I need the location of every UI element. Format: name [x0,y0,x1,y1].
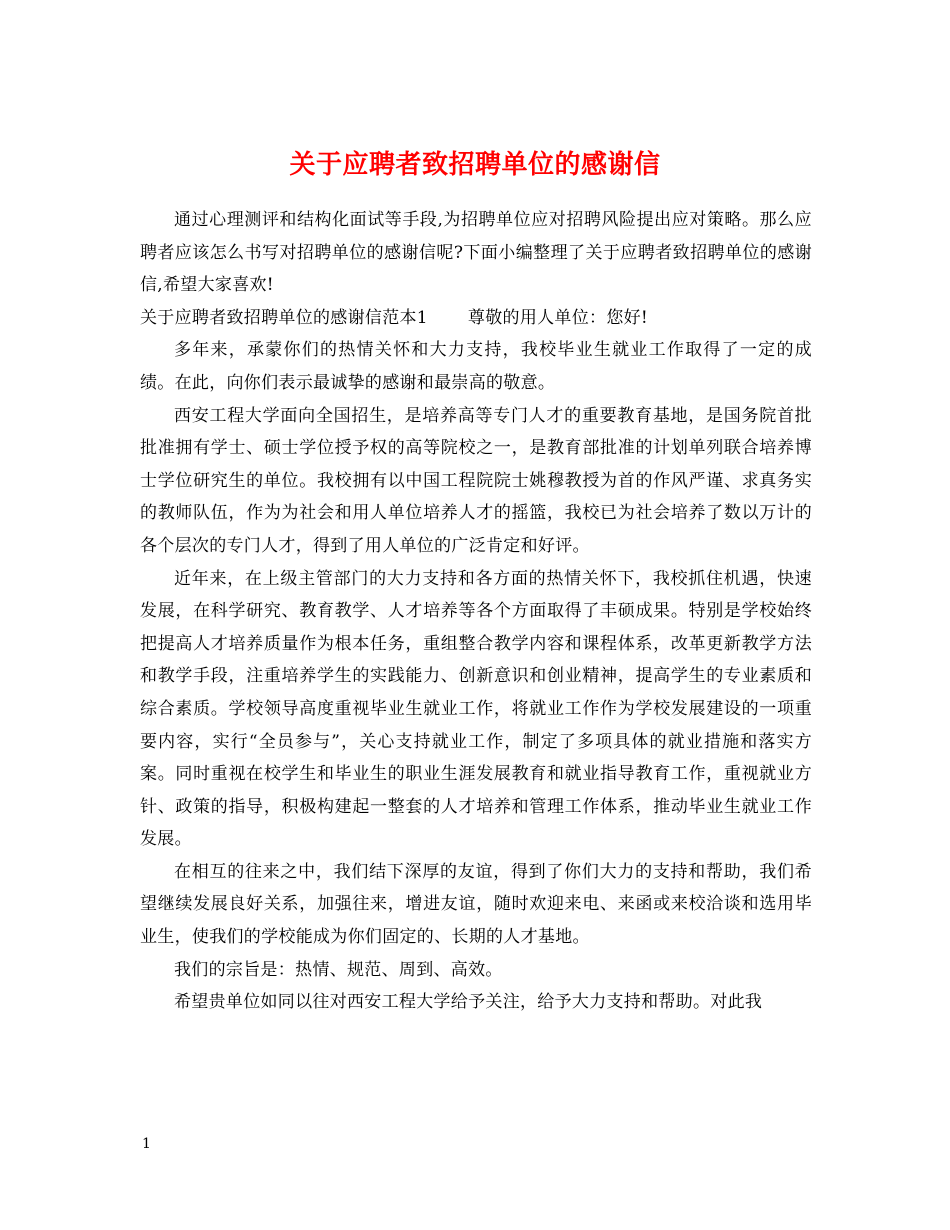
salutation: 尊敬的用人单位：您好! [467,307,649,328]
page-number: 1 [142,1136,151,1152]
body-paragraph: 我们的宗旨是：热情、规范、周到、高效。 [174,959,503,980]
body-paragraph: 多年来，承蒙你们的热情关怀和大力支持，我校毕业生就业工作取得了一定的成绩。在此，向你们表示最诚挚的感谢和最崇高的敬意。 [140,340,812,393]
sample-heading: 关于应聘者致招聘单位的感谢信范本1 [140,307,428,328]
intro-paragraph: 通过心理测评和结构化面试等手段,为招聘单位应对招聘风险提出应对策略。那么应聘者应该怎么书写对招聘单位的感谢信呢?下面小编整理了关于应聘者致招聘单位的感谢信,希望大家喜欢! [140,210,812,296]
body-paragraph: 希望贵单位如同以往对西安工程大学给予关注，给予大力支持和帮助。对此我 [174,992,763,1013]
document-title: 关于应聘者致招聘单位的感谢信 [289,150,661,181]
body-paragraph: 近年来，在上级主管部门的大力支持和各方面的热情关怀下，我校抓住机遇，快速发展，在科学研究、教育教学、人才培养等各个方面取得了丰硕成果。特别是学校始终把提高人才培养质量作为根本任务，重组整合教学内容和课程体系，改革更新教学方法和教学手段，注重培养学生的实践能力、创新意识和创业精神，提高学生的专业素质和综合素质。学校领导高度重视毕业生就业工作，将就业工作作为学校发展建设的一项重要内容，实行“全员参与”，关心支持就业工作，制定了多项具体的就业措施和落实方案。同时重视在校学生和毕业生的职业生涯发展教育和就业指导教育工作，重视就业方针、政策的指导，积极构建起一整套的人才培养和管理工作体系，推动毕业生就业工作发展。 [140,568,812,850]
document-body [140,204,812,1019]
body-paragraph: 在相互的往来之中，我们结下深厚的友谊，得到了你们大力的支持和帮助，我们希望继续发展良好关系，加强往来，增进友谊，随时欢迎来电、来函或来校洽谈和选用毕业生，使我们的学校能成为你们固定的、长期的人才基地。 [140,861,812,948]
sample-heading-line [140,302,812,335]
body-paragraph: 西安工程大学面向全国招生，是培养高等专门人才的重要教育基地，是国务院首批批准拥有学士、硕士学位授予权的高等院校之一，是教育部批准的计划单列联合培养博士学位研究生的单位。我校拥有以中国工程院院士姚穆教授为首的作风严谨、求真务实的教师队伍，作为为社会和用人单位培养人才的摇篮，我校已为社会培养了数以万计的各个层次的专门人才，得到了用人单位的广泛肯定和好评。 [140,405,812,556]
